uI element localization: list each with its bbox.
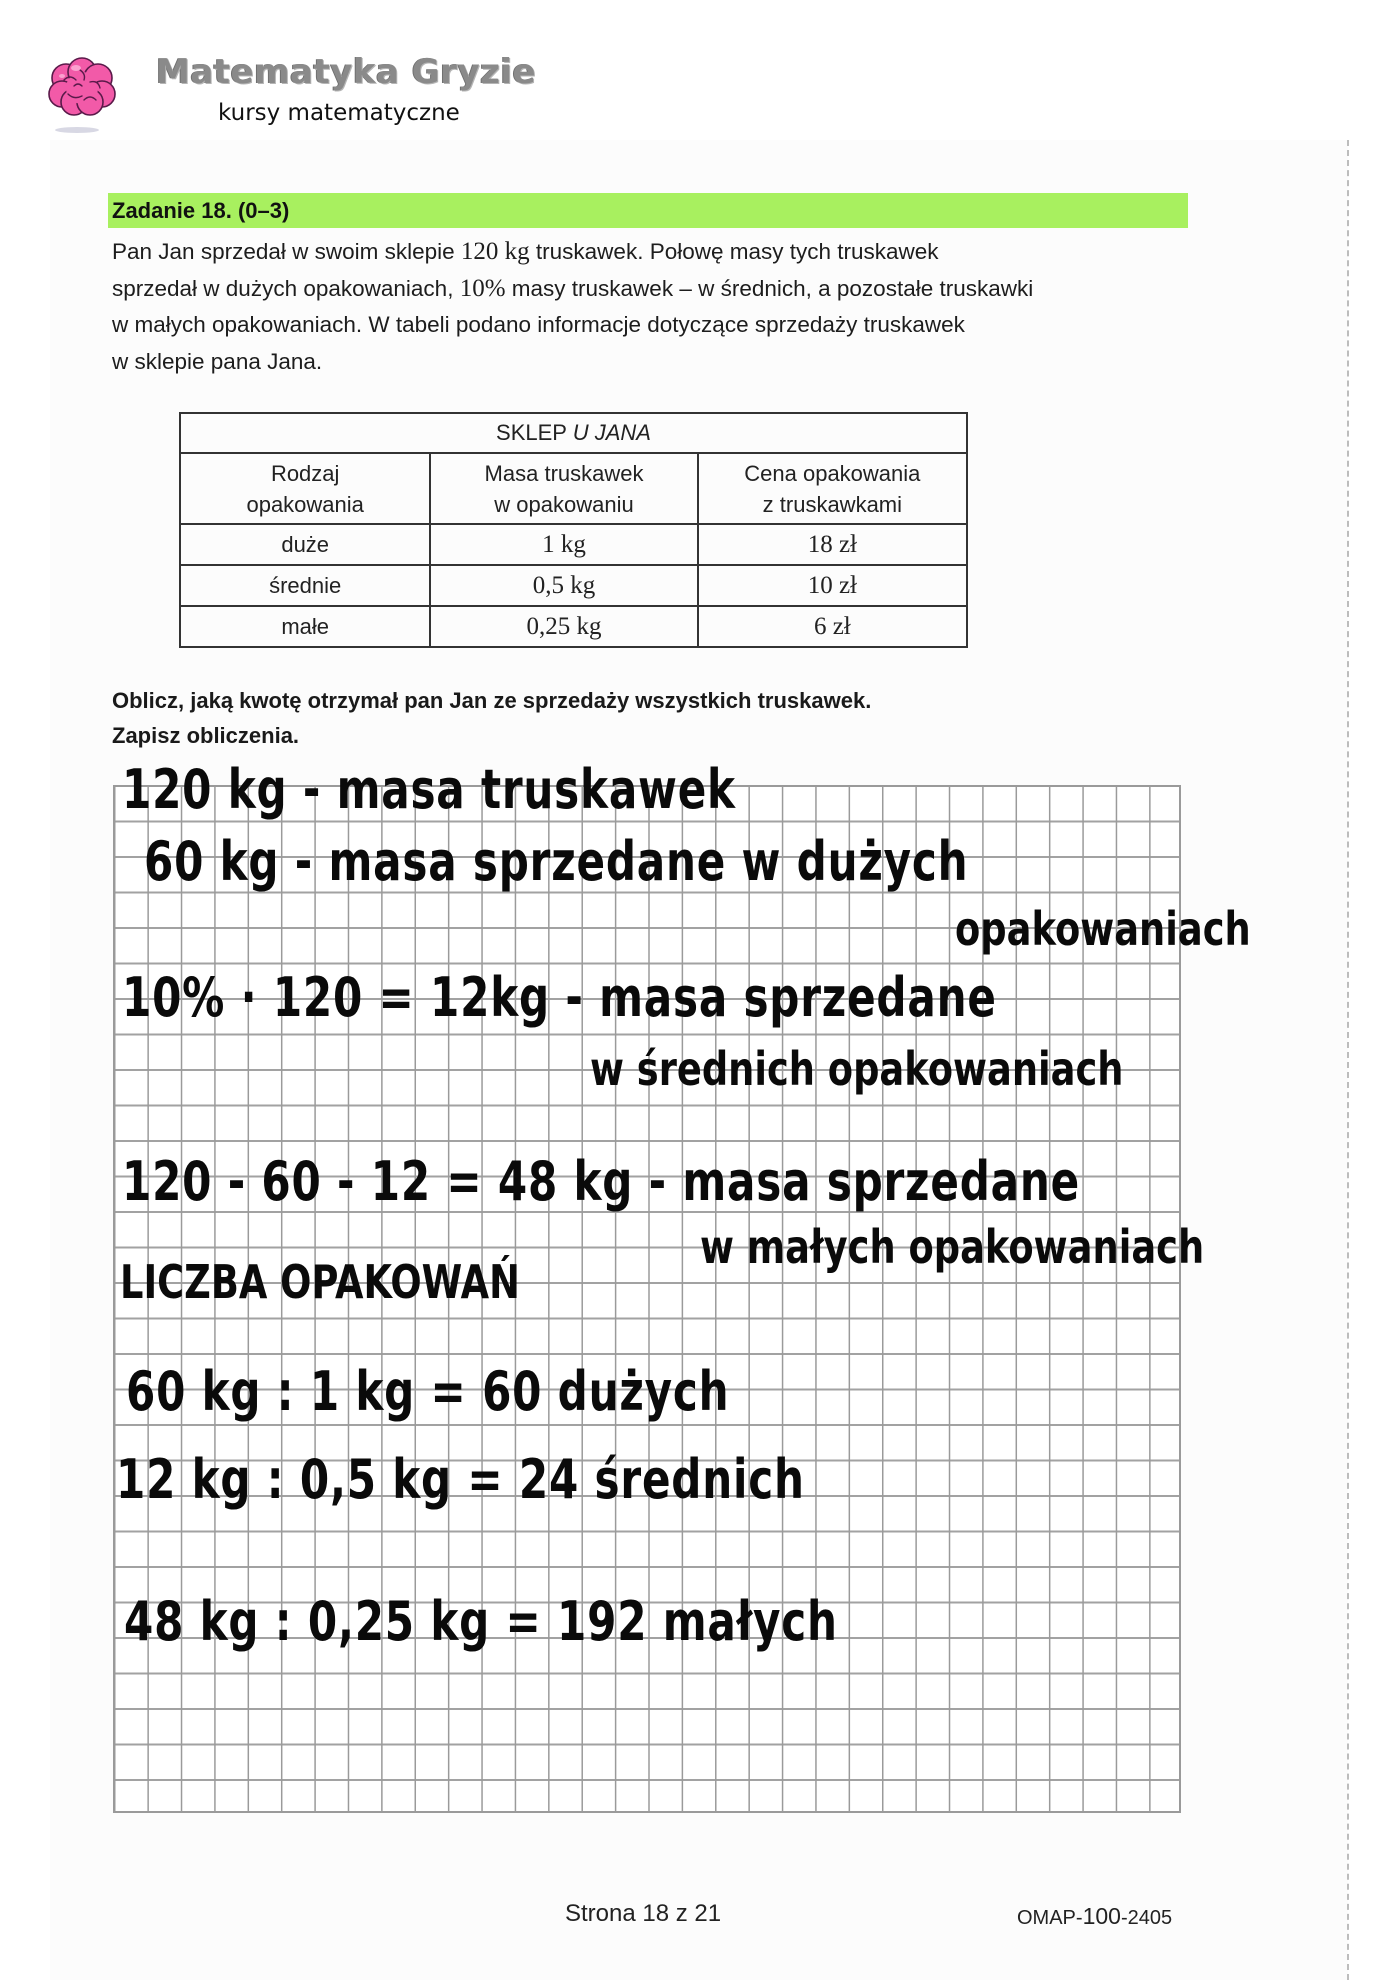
table-row: średnie 0,5 kg 10 zł bbox=[180, 565, 967, 606]
task-instruction: Oblicz, jaką kwotę otrzymał pan Jan ze sprzedaży wszystkich truskawek. Zapisz obliczenia. bbox=[112, 688, 872, 748]
handwritten-line: LICZBA OPAKOWAŃ bbox=[120, 1255, 520, 1309]
task-header bbox=[108, 193, 1188, 228]
column-header-mass: Masa truskawek w opakowaniu bbox=[430, 453, 697, 524]
logo-shadow bbox=[55, 127, 99, 133]
exam-code: OMAP-100-2405 bbox=[1017, 1903, 1173, 1929]
handwritten-line: 60 kg - masa sprzedane w dużych bbox=[144, 830, 969, 893]
column-header-type: Rodzaj opakowania bbox=[180, 453, 430, 524]
table-title: SKLEP U JANA bbox=[180, 413, 967, 453]
shop-table bbox=[179, 412, 968, 648]
task-line-1: Pan Jan sprzedał w swoim sklepie 120 kg truskawek. Połowę masy tych truskawek bbox=[112, 238, 939, 265]
task-line-3: w małych opakowaniach. W tabeli podano informacje dotyczące sprzedaży truskawek bbox=[112, 312, 965, 337]
handwritten-line: opakowaniach bbox=[955, 902, 1251, 956]
table-header-row bbox=[180, 453, 967, 524]
handwritten-line: 48 kg : 0,25 kg = 192 małych bbox=[124, 1590, 838, 1653]
handwritten-line: w średnich opakowaniach bbox=[590, 1042, 1124, 1096]
handwritten-line: 12 kg : 0,5 kg = 24 średnich bbox=[116, 1448, 805, 1511]
mass-value: 120 kg bbox=[460, 238, 530, 265]
handwritten-line: 120 kg - masa truskawek bbox=[122, 758, 736, 821]
table-row: małe 0,25 kg 6 zł bbox=[180, 606, 967, 647]
column-header-price: Cena opakowania z truskawkami bbox=[698, 453, 967, 524]
task-line-4: w sklepie pana Jana. bbox=[112, 348, 323, 374]
handwritten-line: 10% · 120 = 12kg - masa sprzedane bbox=[122, 966, 997, 1029]
handwritten-line: w małych opakowaniach bbox=[700, 1220, 1205, 1274]
table-row: duże 1 kg 18 zł bbox=[180, 524, 967, 565]
handwritten-line: 60 kg : 1 kg = 60 dużych bbox=[126, 1360, 730, 1423]
task-title: Zadanie 18. (0–3) bbox=[112, 198, 290, 223]
task-description bbox=[112, 234, 1212, 380]
handwritten-line: 120 - 60 - 12 = 48 kg - masa sprzedane bbox=[122, 1150, 1080, 1213]
brain-icon bbox=[44, 56, 120, 120]
task-line-2: sprzedał w dużych opakowaniach, 10% masy truskawek – w średnich, a pozostałe truskawki bbox=[112, 274, 1034, 302]
page-number: Strona 18 z 21 bbox=[565, 1900, 722, 1927]
brand-title: Matematyka Gryzie bbox=[156, 52, 537, 92]
page-cut-line bbox=[1347, 140, 1349, 1980]
percent-value: 10% bbox=[459, 274, 506, 302]
brand-subtitle: kursy matematyczne bbox=[218, 100, 460, 126]
